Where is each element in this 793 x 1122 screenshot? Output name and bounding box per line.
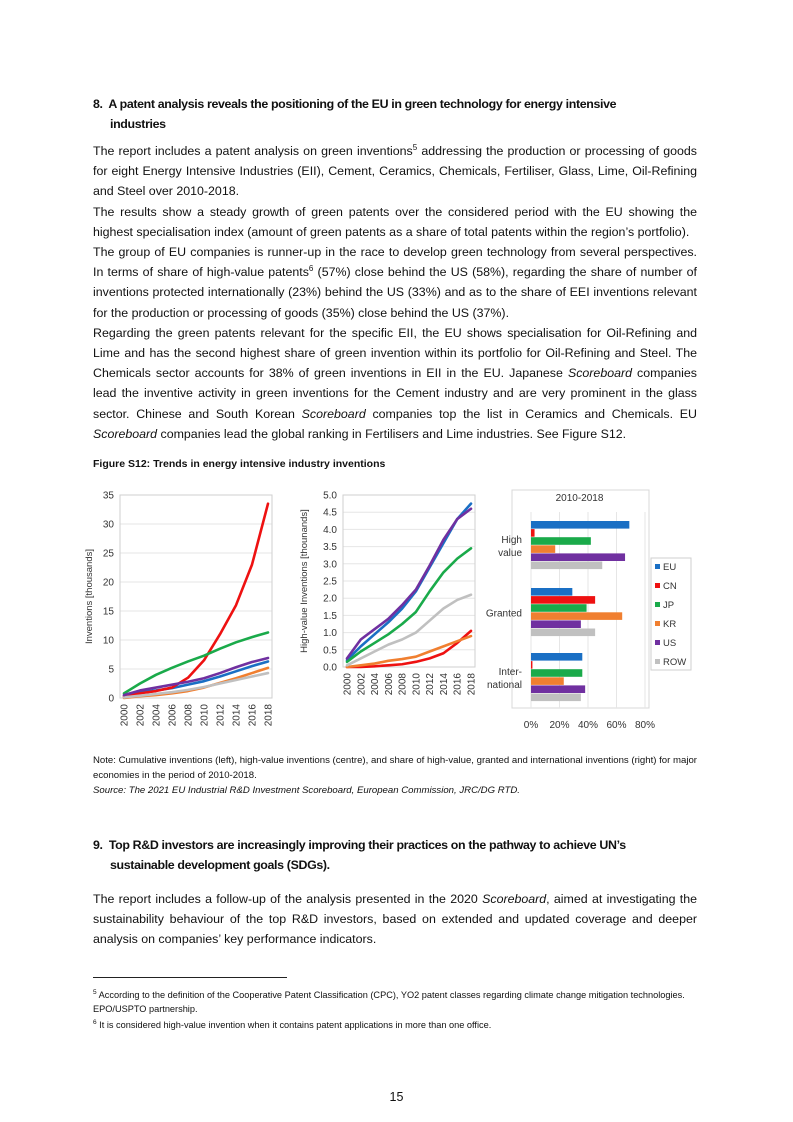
- bar-eu: [531, 653, 582, 661]
- section-title: Top R&D investors are increasingly improving their practices on the pathway to achieve UN’s: [108, 838, 626, 852]
- y-tick-label: 0.5: [323, 645, 337, 657]
- y-tick-label: 4.0: [323, 524, 337, 536]
- page-number: 15: [389, 1090, 404, 1104]
- y-tick-label: 5: [108, 664, 114, 676]
- y-tick-label: 25: [102, 548, 114, 560]
- section-8: [93, 94, 697, 444]
- bar-us: [531, 553, 625, 561]
- y-tick-label: 2.0: [323, 593, 337, 605]
- paragraph: [93, 323, 697, 444]
- bar-jp: [531, 669, 582, 677]
- bar-jp: [531, 537, 591, 545]
- paragraph-text: Scoreboard: [301, 406, 366, 421]
- bar-cn: [531, 596, 595, 604]
- x-tick-label: 2008: [397, 673, 409, 696]
- series-line-row: [347, 595, 471, 666]
- x-tick-label: 20%: [549, 720, 570, 731]
- footnote-text: It is considered high-value invention when it contains patent applications in more than one office.: [96, 1020, 492, 1031]
- series-line-row: [124, 673, 268, 697]
- paragraph-text: Scoreboard: [567, 366, 633, 381]
- paragraph-text: Scoreboard: [482, 892, 547, 906]
- paragraph: [93, 141, 697, 202]
- y-axis-label: High-value Inventions [thounands]: [299, 509, 310, 653]
- bar-row: [531, 562, 602, 570]
- paragraph-text: (57%) close behind the US (58%), regarding the share of number of inventions protected internationally (23%) behind the US (33%) and as to the share of EEI inventions relevant for the production or processing of goods (35%) close behind the US (37%).: [93, 265, 697, 320]
- paragraph: [93, 242, 697, 323]
- bar-eu: [531, 521, 629, 529]
- legend-swatch-kr: [655, 621, 660, 626]
- y-tick-label: 0.0: [323, 662, 337, 674]
- x-tick-label: 2014: [231, 704, 243, 727]
- x-tick-label: 2012: [215, 704, 227, 727]
- paragraph-text: companies top the list in Ceramics and Chemicals. EU: [365, 406, 697, 421]
- legend-label: CN: [663, 581, 677, 592]
- figure-title: Figure S12: Trends in energy intensive industry inventions: [93, 458, 386, 470]
- figure-source: Source: The 2021 EU Industrial R&D Investment Scoreboard, European Commission, JRC/DG RTD.: [93, 785, 520, 796]
- x-tick-label: 60%: [606, 720, 627, 731]
- paragraph-text: , aimed at investigating the sustainability behaviour of the top R&D investors, based on extended and updated coverage and deeper analysis on companies’ key performance indicators.: [93, 892, 697, 947]
- x-tick-label: 80%: [634, 720, 656, 731]
- footnote-divider: [93, 977, 287, 978]
- paragraph-text: The results show a steady growth of green patents over the considered period with the EU showing the highest specialisation index (amount of green patents as a share of total patents within the region’s portfolio).: [93, 204, 697, 239]
- bar-jp: [531, 604, 587, 612]
- section-title: A patent analysis reveals the positioning of the EU in green technology for energy intensive: [108, 97, 617, 111]
- legend-label: ROW: [663, 657, 687, 668]
- figure-caption: [93, 753, 697, 798]
- y-tick-label: 1.0: [323, 628, 337, 640]
- x-tick-label: 2018: [466, 673, 478, 696]
- x-tick-label: 2002: [356, 673, 368, 696]
- section-9-body: [93, 889, 697, 950]
- paragraph-text: addressing the production or processing of goods for eight Energy Intensive Industries (EII), Cement, Ceramics, Chemicals, Fertiliser, Glass, Lime, Oil-Refining and Steel over 2010-2018.: [93, 144, 698, 199]
- footnote-text: According to the definition of the Cooperative Patent Classification (CPC), YO2 patent classes regarding climate change mitigation technologies. EPO/USPTO partnership.: [93, 990, 685, 1015]
- legend-swatch-eu: [655, 564, 660, 569]
- figure-note: Note: Cumulative inventions (left), high-value inventions (centre), and share of high-value, granted and international inventions (right) for major economies in the period of 2010-2018.: [93, 755, 697, 781]
- bar-kr: [531, 677, 564, 685]
- footnote-mark: 6: [93, 1019, 97, 1027]
- x-tick-label: 2016: [452, 673, 464, 696]
- x-tick-label: 2018: [263, 704, 275, 727]
- y-tick-label: 30: [102, 519, 114, 531]
- legend-swatch-us: [655, 640, 660, 645]
- y-axis-label: Inventions [thousands]: [84, 548, 95, 645]
- chart-title: 2010-2018: [555, 493, 604, 504]
- legend-swatch-cn: [655, 583, 660, 588]
- x-tick-label: 2010: [199, 704, 211, 727]
- section-8-heading: [93, 94, 697, 134]
- legend-swatch-row: [655, 659, 660, 664]
- x-tick-label: 2006: [383, 673, 395, 696]
- x-tick-label: 2008: [183, 704, 195, 727]
- x-tick-label: 2004: [370, 673, 382, 696]
- paragraph-text: companies lead the inventive activity in green inventions for the Cement industry and are very prominent in the glass sector. Chinese and South Korean: [93, 366, 697, 421]
- paragraph-text: The group of EU companies is runner-up in the race to develop green technology from several perspectives. In terms of share of high-value patents: [93, 245, 697, 280]
- paragraph-text: Scoreboard: [93, 426, 158, 441]
- legend-box: [651, 558, 691, 670]
- legend-label: JP: [663, 600, 675, 611]
- paragraph-text: companies lead the global ranking in Fertilisers and Lime industries. See Figure S12.: [157, 426, 627, 441]
- legend-swatch-jp: [655, 602, 660, 607]
- section-8-body: [93, 141, 697, 444]
- y-tick-label: 35: [102, 490, 114, 502]
- section-number: 8.: [93, 97, 103, 111]
- category-label: Inter-: [498, 666, 522, 678]
- y-tick-label: 5.0: [323, 490, 337, 502]
- x-tick-label: 2000: [342, 673, 354, 696]
- x-tick-label: 0%: [523, 720, 539, 731]
- section-9-heading: [93, 835, 697, 875]
- paragraph: [93, 889, 697, 950]
- category-label: High: [501, 534, 522, 546]
- bar-row: [531, 629, 595, 637]
- legend-label: KR: [663, 619, 677, 630]
- paragraph-text: The report includes a follow-up of the analysis presented in the 2020: [93, 892, 483, 906]
- section-title-cont: sustainable development goals (SDGs).: [110, 858, 330, 872]
- x-tick-label: 2000: [119, 704, 131, 727]
- footnote-ref: 5: [412, 142, 418, 152]
- footnotes: [93, 986, 697, 1032]
- section-9: [93, 835, 697, 950]
- figure-s12-charts: [0, 480, 793, 740]
- legend-label: EU: [663, 562, 677, 573]
- bar-row: [531, 694, 581, 702]
- y-tick-label: 15: [102, 606, 114, 618]
- y-tick-label: 1.5: [323, 610, 337, 622]
- y-tick-label: 3.0: [323, 559, 337, 571]
- category-label: national: [486, 679, 522, 691]
- y-tick-label: 3.5: [323, 542, 337, 554]
- paragraph: [93, 202, 697, 242]
- footnote-6: [93, 1016, 697, 1032]
- bar-kr: [531, 612, 622, 620]
- paragraph-text: The report includes a patent analysis on green inventions: [93, 144, 413, 158]
- section-number: 9.: [93, 838, 103, 852]
- series-line-jp: [347, 548, 471, 662]
- bar-eu: [531, 588, 572, 596]
- y-tick-label: 0: [108, 693, 114, 705]
- paragraph-text: Regarding the green patents relevant for the specific EII, the EU shows specialisation for Oil-Refining and Lime and has the second highest share of green invention within its portfolio for Oil-Refining and Steel. The Chemicals sector accounts for 38% of green inventions in EII in the EU. Japanese: [93, 325, 697, 381]
- footnote-mark: 5: [93, 989, 97, 996]
- bar-kr: [531, 545, 555, 553]
- footnote-5: [93, 986, 697, 1016]
- x-tick-label: 40%: [577, 720, 599, 731]
- x-tick-label: 2014: [438, 673, 450, 696]
- x-tick-label: 2010: [411, 673, 423, 696]
- x-tick-label: 2012: [425, 673, 437, 696]
- footnote-ref: 6: [308, 264, 314, 274]
- category-label: Granted: [485, 608, 522, 620]
- y-tick-label: 20: [102, 577, 114, 589]
- legend-label: US: [663, 638, 677, 649]
- category-label: value: [498, 547, 522, 559]
- bar-cn: [531, 661, 532, 669]
- y-tick-label: 10: [102, 635, 114, 647]
- x-tick-label: 2006: [167, 704, 179, 727]
- section-title-cont: industries: [110, 117, 166, 131]
- bar-cn: [531, 529, 535, 537]
- bar-us: [531, 685, 585, 693]
- y-tick-label: 2.5: [323, 576, 337, 588]
- y-tick-label: 4.5: [323, 507, 337, 519]
- x-tick-label: 2004: [151, 704, 163, 727]
- x-tick-label: 2016: [247, 704, 259, 727]
- bar-us: [531, 620, 581, 628]
- x-tick-label: 2002: [135, 704, 147, 727]
